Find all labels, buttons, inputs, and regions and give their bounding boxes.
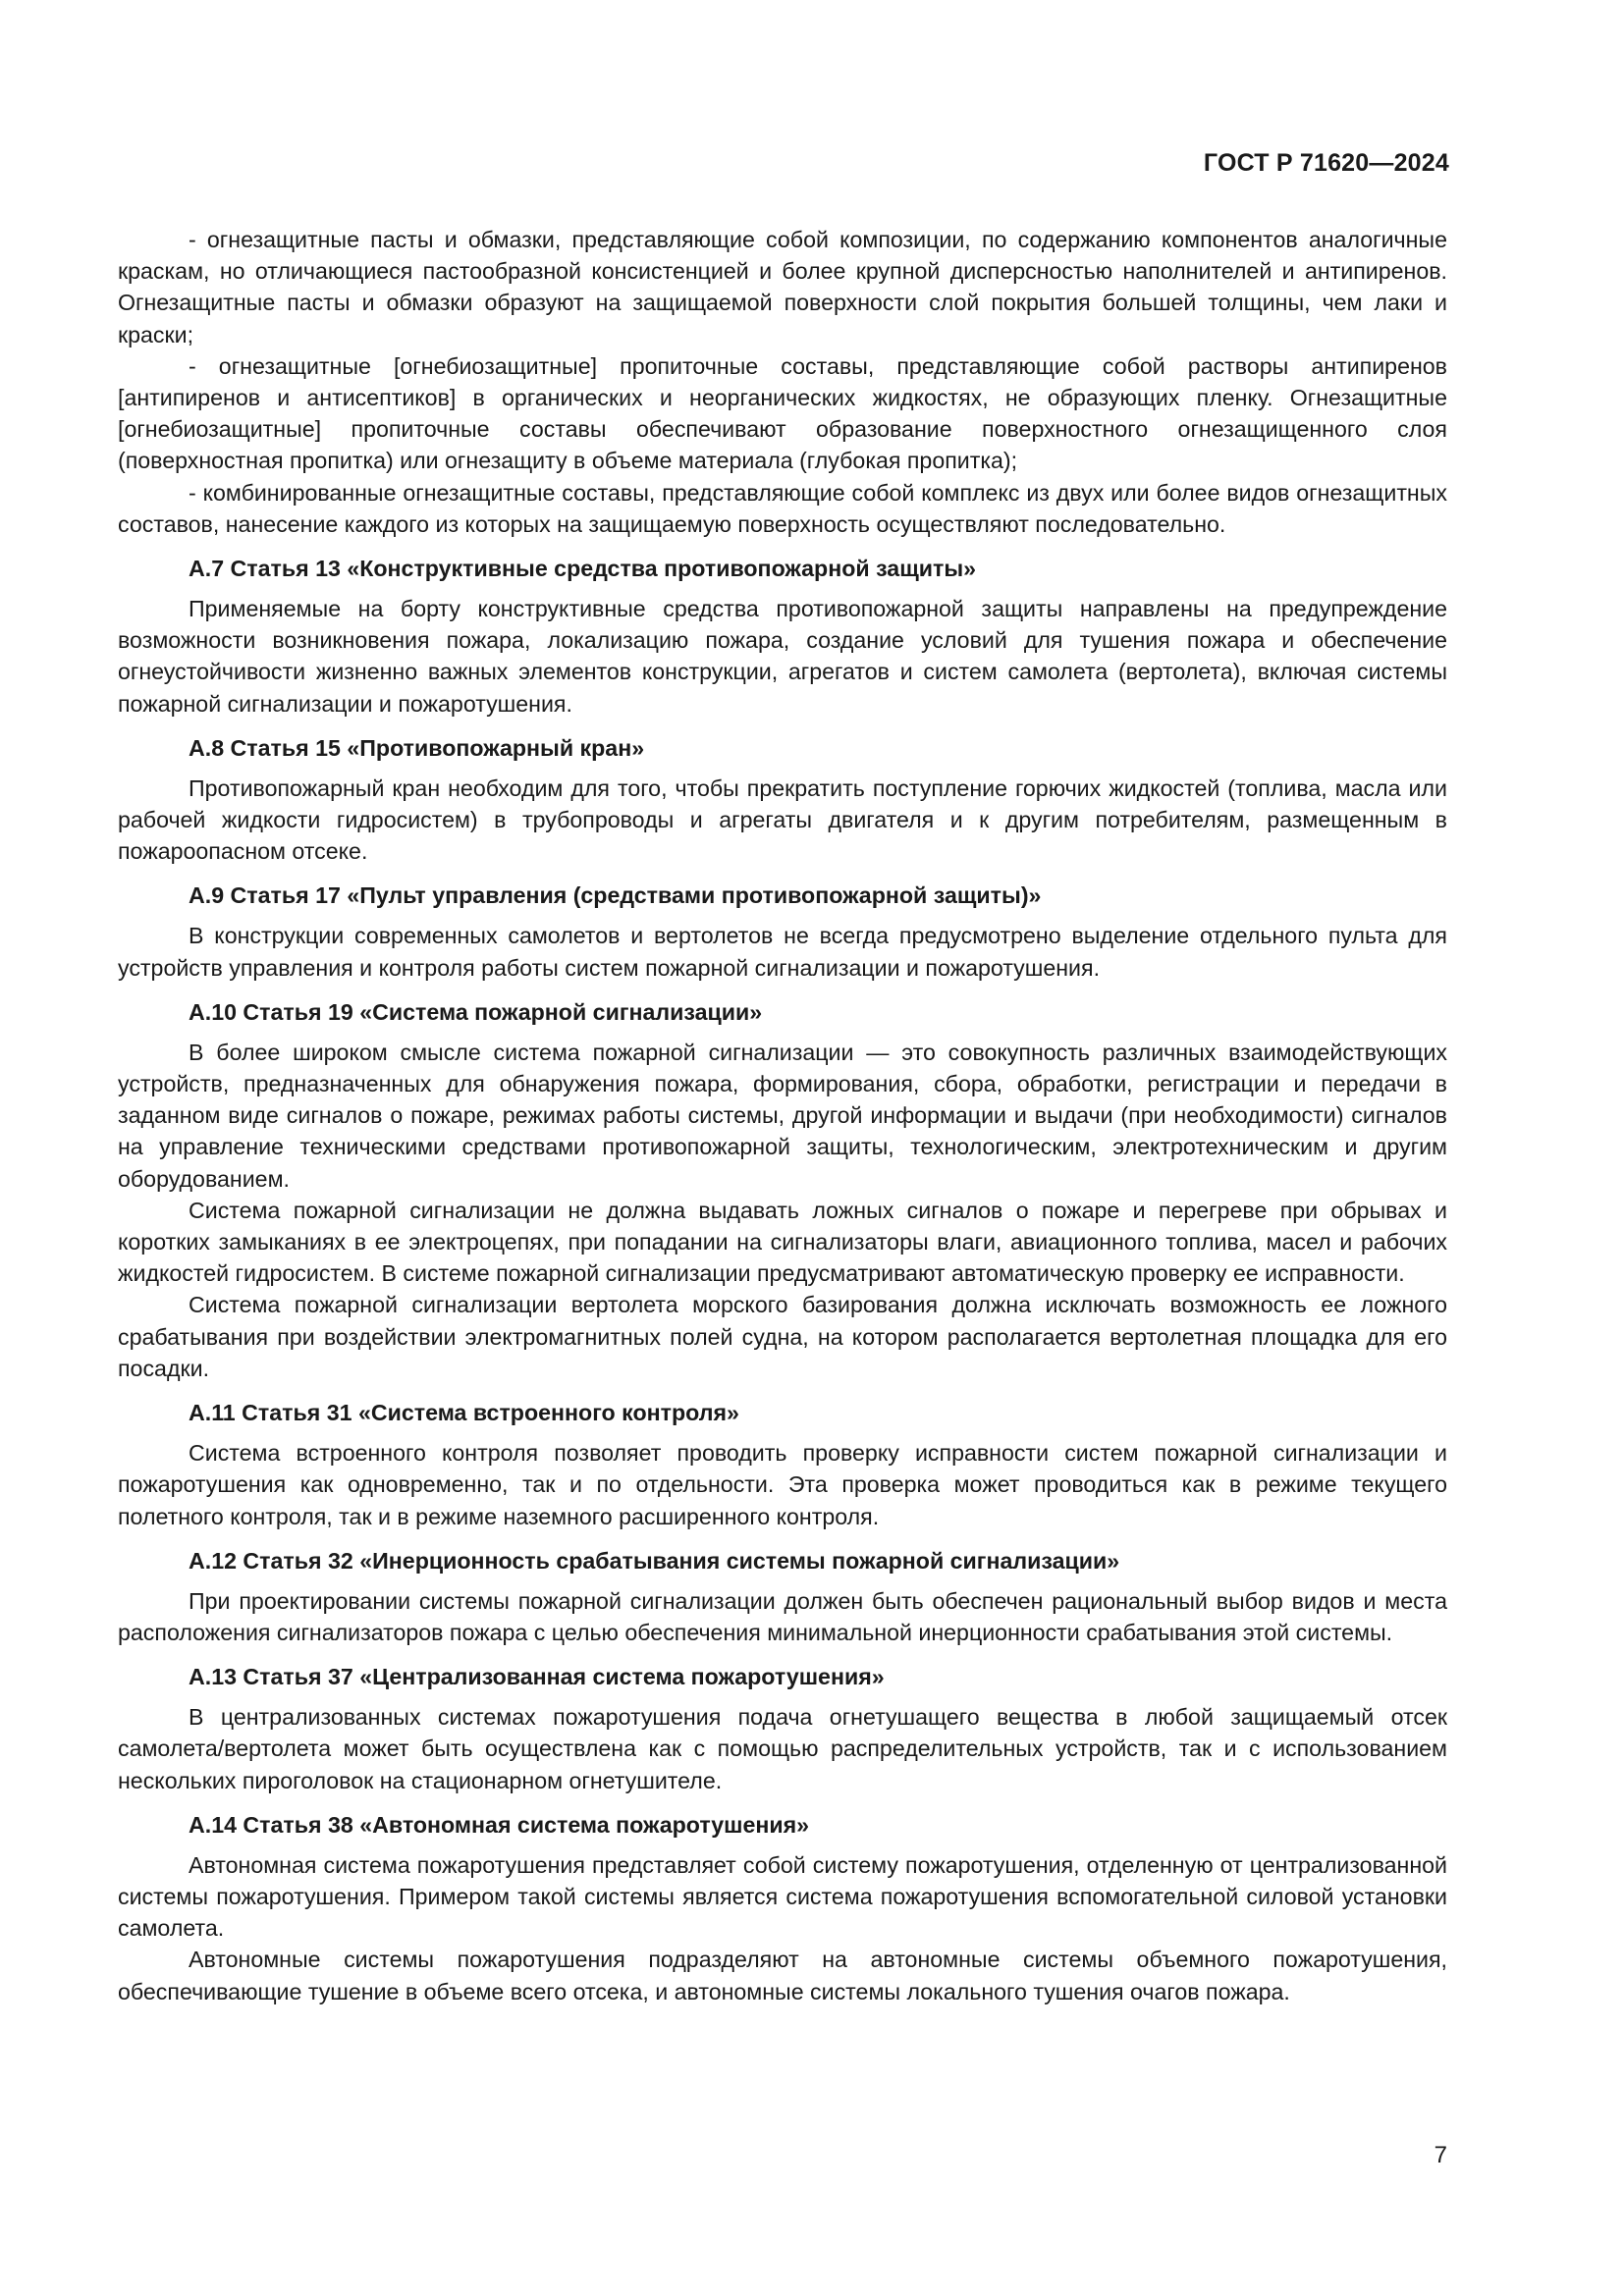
- section-heading-a12: А.12 Статья 32 «Инерционность срабатывания системы пожарной сигнализации»: [189, 1547, 1120, 1574]
- section-paragraph: Автономные системы пожаротушения подразделяют на автономные системы объемного пожаротушения, обеспечивающие тушение в объеме всего отсека, и автономные системы локального тушения очагов пожара.: [118, 1947, 1447, 2004]
- section-heading-a14: А.14 Статья 38 «Автономная система пожаротушения»: [189, 1811, 810, 1838]
- section-paragraph: Система встроенного контроля позволяет проводить проверку исправности систем пожарной сигнализации и пожаротушения как одновременно, так и по отдельности. Эта проверка может проводиться как в режиме текущего полетного контроля, так и в режиме наземного расширенного контроля.: [118, 1440, 1447, 1529]
- section-paragraph: Применяемые на борту конструктивные средства противопожарной защиты направлены на предупреждение возможности возникновения пожара, локализацию пожара, создание условий для тушения пожара и обеспечение огнеустойчивости жизненно важных элементов конструкции, агрегатов и систем самолета (вертолета), включая системы пожарной сигнализации и пожаротушения.: [118, 596, 1447, 717]
- intro-paragraph: - огнезащитные пасты и обмазки, представляющие собой композиции, по содержанию компонентов аналогичные краскам, но отличающиеся пастообразной консистенцией и более крупной дисперсностью наполнителей и антипиренов. Огнезащитные пасты и обмазки образуют на защищаемой поверхности слой покрытия большей толщины, чем лаки и краски;: [118, 227, 1447, 347]
- section-heading-a10: А.10 Статья 19 «Система пожарной сигнализации»: [189, 998, 763, 1025]
- section-heading-a11: А.11 Статья 31 «Система встроенного контроля»: [189, 1400, 739, 1426]
- section-paragraph: Автономная система пожаротушения представляет собой систему пожаротушения, отделенную от централизованной системы пожаротушения. Примером такой системы является система пожаротушения вспомогательной силовой установки самолета.: [118, 1851, 1447, 1942]
- section-paragraph: Противопожарный кран необходим для того, чтобы прекратить поступление горючих жидкостей (топлива, масла или рабочей жидкости гидросистем) в трубопроводы и агрегаты двигателя и к другим потребителям, размещенным в пожароопасном отсеке.: [118, 774, 1447, 865]
- section-paragraph: Система пожарной сигнализации вертолета морского базирования должна исключать возможность ее ложного срабатывания при воздействии электромагнитных полей судна, на котором располагается вертолетная площадка для его посадки.: [118, 1292, 1447, 1381]
- intro-paragraph: - огнезащитные [огнебиозащитные] пропиточные составы, представляющие собой растворы антипиренов [антипиренов и антисептиков] в органических и неорганических жидкостях, не образующих пленку. Огнезащитные [огнебиозащитные] пропиточные составы обеспечивают образование поверхностного огнезащищенного слоя (поверхностная пропитка) или огнезащиту в объеме материала (глубокая пропитка);: [118, 352, 1447, 474]
- section-heading-a13: А.13 Статья 37 «Централизованная система пожаротушения»: [189, 1664, 885, 1690]
- document-id-header: ГОСТ Р 71620—2024: [1203, 149, 1449, 177]
- section-paragraph: В более широком смысле система пожарной сигнализации — это совокупность различных взаимодействующих устройств, предназначенных для обнаружения пожара, формирования, сбора, обработки, регистрации и передачи в заданном виде сигналов о пожаре, режимах работы системы, другой информации и выдачи (при необходимости) сигналов на управление техническими средствами противопожарной защиты, технологическим, электротехническим и другим оборудованием.: [118, 1039, 1447, 1192]
- section-heading-a8: А.8 Статья 15 «Противопожарный кран»: [189, 734, 645, 761]
- section-paragraph: При проектировании системы пожарной сигнализации должен быть обеспечен рациональный выбор видов и места расположения сигнализаторов пожара с целью обеспечения минимальной инерционности срабатывания этой системы.: [118, 1587, 1447, 1645]
- document-body: [118, 224, 1447, 2007]
- section-paragraph: В конструкции современных самолетов и вертолетов не всегда предусмотрено выделение отдельного пульта для устройств управления и контроля работы систем пожарной сигнализации и пожаротушения.: [118, 923, 1447, 981]
- section-paragraph: Система пожарной сигнализации не должна выдавать ложных сигналов о пожаре и перегреве при обрывах и коротких замыканиях в ее электроцепях, при попадании на сигнализаторы влаги, авиационного топлива, масел и рабочих жидкостей гидросистем. В системе пожарной сигнализации предусматривают автоматическую проверку ее исправности.: [118, 1197, 1447, 1287]
- intro-paragraph: - комбинированные огнезащитные составы, представляющие собой комплекс из двух или более видов огнезащитных составов, нанесение каждого из которых на защищаемую поверхность осуществляют последовательно.: [118, 479, 1447, 537]
- page-number: 7: [1434, 2142, 1447, 2168]
- section-paragraph: В централизованных системах пожаротушения подача огнетушащего вещества в любой защищаемый отсек самолета/вертолета может быть осуществлена как с помощью распределительных устройств, так и с использованием нескольких пироголовок на стационарном огнетушителе.: [118, 1704, 1447, 1793]
- section-heading-a9: А.9 Статья 17 «Пульт управления (средствами противопожарной защиты)»: [189, 882, 1042, 909]
- section-heading-a7: А.7 Статья 13 «Конструктивные средства противопожарной защиты»: [189, 556, 977, 582]
